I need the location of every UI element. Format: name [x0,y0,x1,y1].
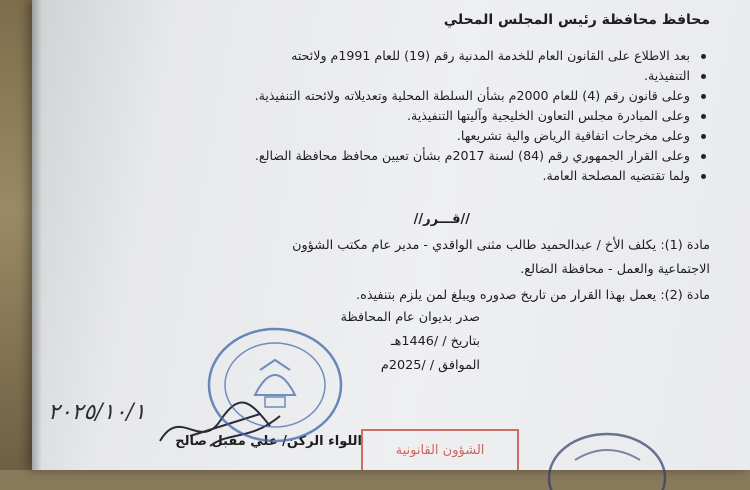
article-1-text-continuation: الاجتماعية والعمل - محافظة الضالع. [520,262,710,277]
article-2 [70,284,710,308]
preamble-item: وعلى مخرجات اتفاقية الرياض والية تشريعها. [70,126,710,146]
secondary-seal [545,430,670,490]
article-1-text: يكلف الأخ / عبدالحميد طالب مثنى الواقدي - مدير عام مكتب الشؤون [292,238,657,253]
official-seal-blue [205,325,345,445]
issuance-block [341,306,480,378]
preamble-item: وعلى قانون رقم (4) للعام 2000م بشأن السلطة المحلية وتعديلاته ولائحته التنفيذية. [70,86,710,106]
legal-affairs-stamp [360,428,520,470]
document-header-title: محافظ محافظة رئيس المجلس المحلي [443,12,710,28]
signatory-name: اللواء الركن/ علي مقبل صالح [175,434,362,449]
preamble-item: وعلى القرار الجمهوري رقم (84) لسنة 2017م بشأن تعيين محافظ محافظة الضالع. [70,146,710,166]
preamble-list [70,46,710,186]
paper-shadow [32,0,42,470]
date-gregorian: الموافق / /2025م [380,358,480,373]
preamble-item: ولما تقتضيه المصلحة العامة. [70,166,710,186]
preamble-item-continuation: التنفيذية. [70,66,710,86]
date-hijri: بتاريخ / /1446هـ [390,334,480,349]
preamble-item: وعلى المبادرة مجلس التعاون الخليجية وآليتها التنفيذية. [70,106,710,126]
article-1 [70,234,710,282]
preamble-item: بعد الاطلاع على القانون العام للخدمة المدنية رقم (19) للعام 1991م ولائحته [70,46,710,66]
issued-at: صدر بديوان عام المحافظة [340,310,480,325]
decree-label: //قـــرر// [413,212,470,227]
article-1-label: مادة (1): [660,238,710,253]
stamp-red-text: الشؤون القانونية [395,443,485,458]
handwritten-date: ٢٠٢٥/١٠/١ [48,400,146,425]
article-2-label: مادة (2): [660,288,710,303]
article-2-text: يعمل بهذا القرار من تاريخ صدوره ويبلغ لمن يلزم بتنفيذه. [356,288,657,303]
